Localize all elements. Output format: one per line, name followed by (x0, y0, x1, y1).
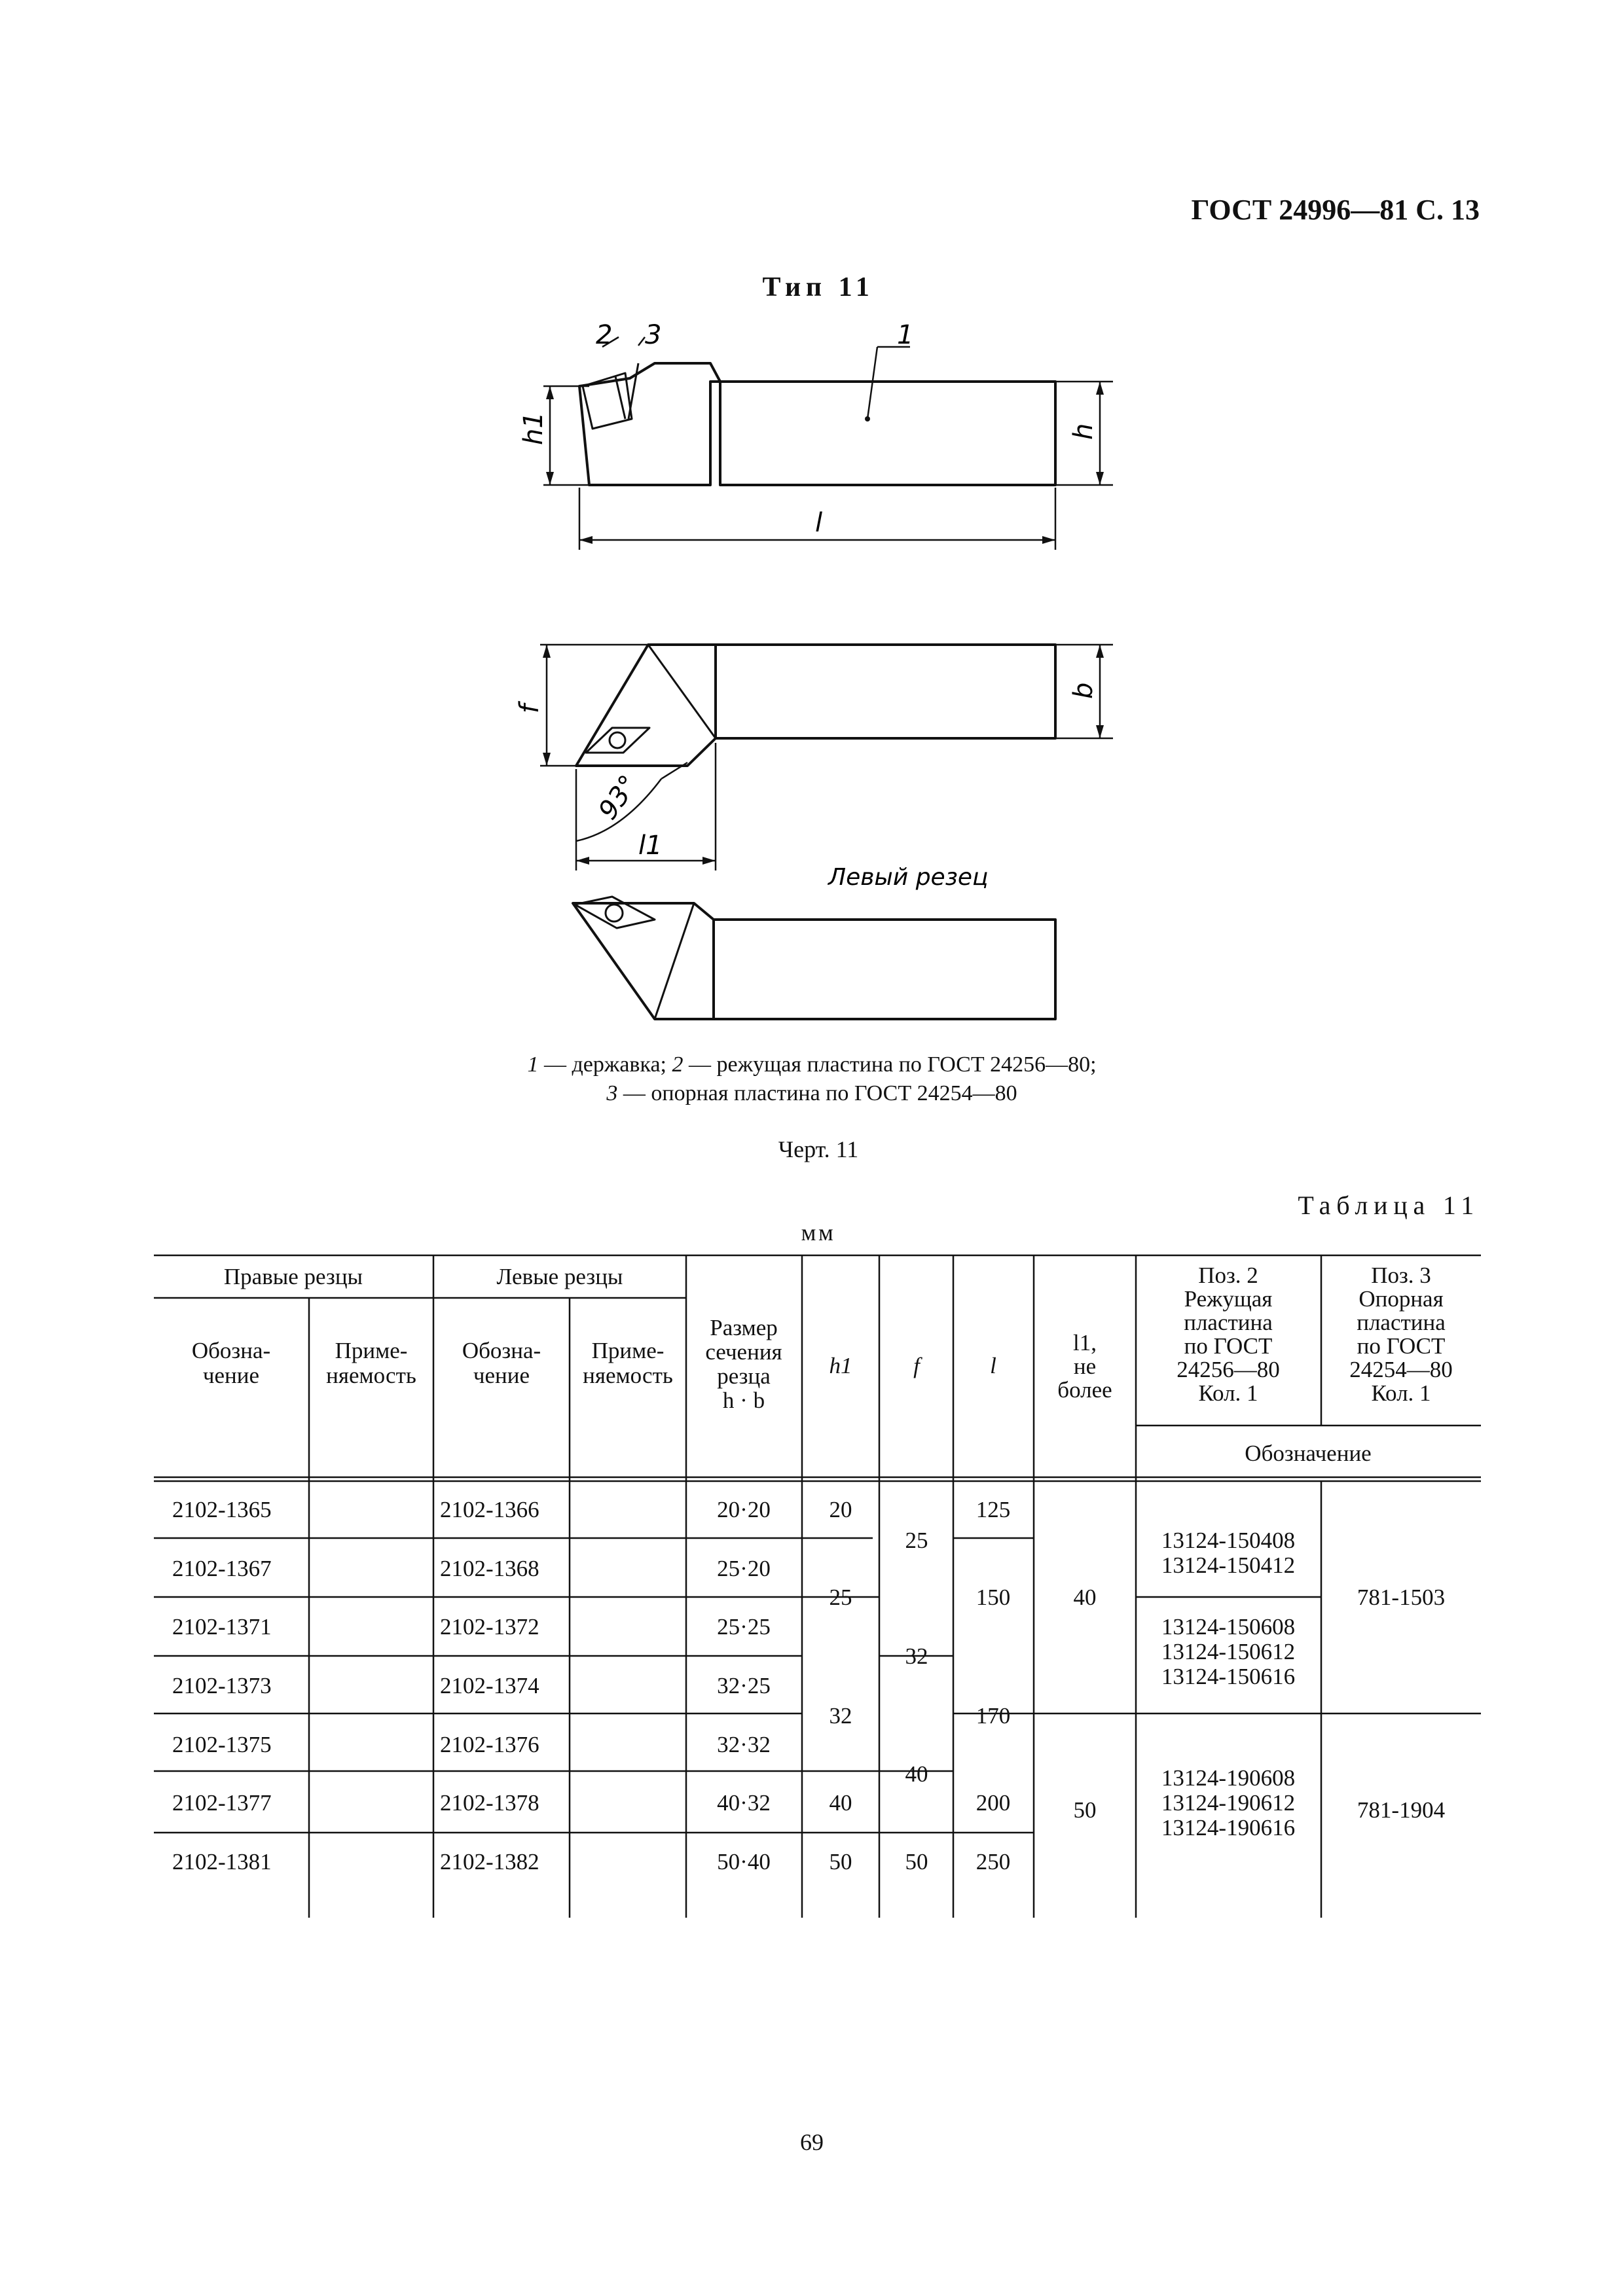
f-value: 25 (905, 1528, 928, 1553)
l1-value: 40 (1073, 1585, 1097, 1610)
header-left-cutters: Левые резцы (496, 1264, 623, 1289)
h1-value: 25 (829, 1585, 852, 1610)
right-code: 2102-1371 (172, 1614, 272, 1640)
section-size: 20·20 (717, 1497, 771, 1522)
pos2-group: 13124-190608 13124-190612 13124-190616 (1161, 1765, 1296, 1840)
right-code: 2102-1381 (172, 1849, 272, 1874)
l1-value: 50 (1073, 1797, 1097, 1823)
section-size: 32·32 (717, 1732, 771, 1757)
h1-value: 32 (829, 1703, 852, 1729)
table-row (172, 1849, 771, 1874)
header-pos3: Поз. 3 Опорная пластина по ГОСТ 24254—80 Кол. 1 (1349, 1263, 1453, 1406)
page-number: 69 (800, 2129, 824, 2155)
l-value: 170 (976, 1703, 1011, 1729)
h1-value: 50 (829, 1849, 852, 1874)
pos3-value: 781-1904 (1357, 1797, 1446, 1823)
left-code: 2102-1382 (440, 1849, 539, 1874)
left-code: 2102-1368 (440, 1556, 539, 1581)
header-h1: h1 (829, 1353, 852, 1378)
left-code: 2102-1374 (440, 1673, 539, 1698)
header-designation-span: Обозначение (1245, 1441, 1372, 1466)
right-code: 2102-1373 (172, 1673, 272, 1698)
f-value: 40 (905, 1761, 928, 1787)
header-section-size: Размер сечения резца h · b (705, 1315, 782, 1413)
l-value: 150 (976, 1585, 1011, 1610)
pos2-group: 13124-150608 13124-150612 13124-150616 (1161, 1614, 1296, 1689)
callout-3: 3 (645, 320, 662, 350)
dim-h: h (1068, 423, 1099, 440)
left-cutter-label: Левый резец (828, 864, 989, 891)
dim-b: b (1068, 682, 1099, 699)
h1-value: 20 (829, 1497, 852, 1522)
left-code: 2102-1378 (440, 1790, 539, 1816)
table-row (172, 1673, 771, 1698)
section-size: 50·40 (717, 1849, 771, 1874)
legend-line-2: 3 — опорная пластина по ГОСТ 24254—80 (606, 1081, 1017, 1105)
callout-1: 1 (897, 320, 914, 350)
header-designation-right: Обозна-чение (191, 1338, 271, 1388)
table-header (192, 1263, 1453, 1466)
header-l: l (990, 1353, 996, 1378)
section-size: 25·20 (717, 1556, 771, 1581)
dim-h1: h1 (519, 412, 549, 445)
f-value: 50 (905, 1849, 928, 1874)
right-code: 2102-1377 (172, 1790, 272, 1816)
left-code: 2102-1372 (440, 1614, 539, 1640)
table-row (172, 1732, 771, 1757)
table-title: Таблица 11 (1298, 1191, 1480, 1220)
header-designation-left: Обозна-чение (462, 1338, 541, 1388)
left-code: 2102-1376 (440, 1732, 539, 1757)
l-value: 125 (976, 1497, 1011, 1522)
header-applicability-right: Приме-няемость (326, 1338, 416, 1388)
f-value: 32 (905, 1643, 928, 1669)
section-size: 25·25 (717, 1614, 771, 1640)
unit-label: мм (801, 1219, 836, 1246)
pos2-group: 13124-150408 13124-150412 (1161, 1528, 1296, 1578)
dim-f: f (515, 704, 545, 713)
type-title: Тип 11 (762, 272, 875, 302)
table-row (172, 1556, 771, 1581)
header-f: f (913, 1353, 920, 1378)
right-code: 2102-1375 (172, 1732, 272, 1757)
header-l1: l1, не более (1057, 1330, 1112, 1403)
left-code: 2102-1366 (440, 1497, 539, 1522)
header-applicability-left: Приме-няемость (583, 1338, 673, 1388)
right-code: 2102-1367 (172, 1556, 272, 1581)
table-row (172, 1790, 771, 1816)
header-pos2: Поз. 2 Режущая пластина по ГОСТ 24256—80 Кол. 1 (1176, 1263, 1280, 1406)
section-size: 32·25 (717, 1673, 771, 1698)
l-value: 250 (976, 1849, 1011, 1874)
table-row (172, 1497, 771, 1522)
pos3-value: 781-1503 (1357, 1585, 1446, 1610)
h1-value: 40 (829, 1790, 852, 1816)
right-code: 2102-1365 (172, 1497, 272, 1522)
callout-2: 2 (596, 320, 613, 350)
figure-label: Черт. 11 (778, 1136, 859, 1162)
dim-l1: l1 (638, 831, 663, 861)
page-header: ГОСТ 24996—81 С. 13 (1191, 194, 1480, 226)
legend-line-1: 1 — державка; 2 — режущая пластина по ГОСТ 24256—80; (527, 1052, 1097, 1077)
dim-angle: 93° (593, 770, 644, 825)
dim-l: l (815, 508, 823, 538)
table-body (172, 1497, 1445, 1874)
section-size: 40·32 (717, 1790, 771, 1816)
table-row (172, 1614, 771, 1640)
l-value: 200 (976, 1790, 1011, 1816)
header-right-cutters: Правые резцы (223, 1264, 363, 1289)
